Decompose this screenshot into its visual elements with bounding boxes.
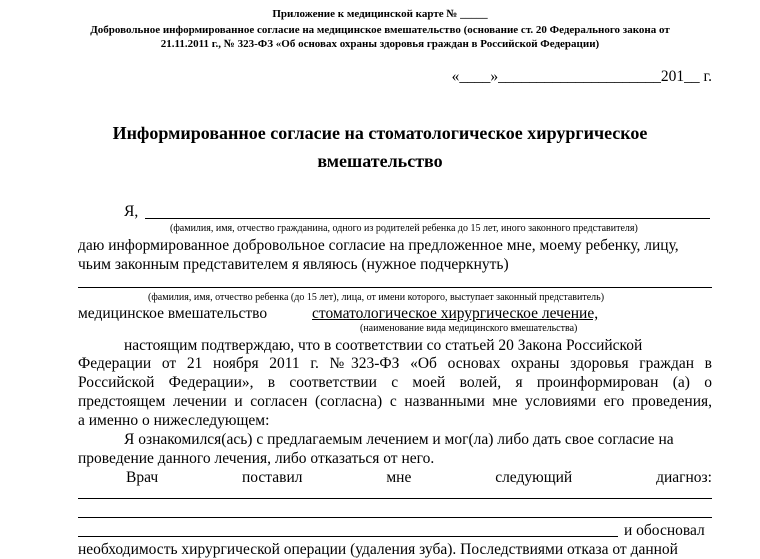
paragraph-1-line-5: а именно о нижеследующем: [78, 412, 270, 429]
paragraph-1-line-2: Федерации от 21 ноября 2011 г. №323-ФЗ «Об основах охраны здоровья граждан в [78, 355, 712, 372]
diagnosis-word: поставил [242, 469, 303, 486]
child-name-line[interactable] [78, 287, 712, 288]
paragraph-2-line-2: проведение данного лечения, либо отказаться от него. [78, 450, 435, 467]
header-line-3: 21.11.2011 г., № 323-ФЗ «Об основах охраны здоровья граждан в Российской Федерации) [160, 38, 600, 50]
diagnosis-line-1[interactable] [78, 498, 712, 499]
justified-suffix: и обосновал [624, 522, 705, 539]
child-name-hint: (фамилия, имя, отчество ребенка (до 15 лет), лица, от имени которого, выступает законный представитель) [148, 292, 605, 303]
document-title-line-1: Информированное согласие на стоматологическое хирургическое [112, 123, 648, 143]
i-prefix: Я, [124, 203, 139, 220]
paragraph-2-line-1: Я ознакомился(ась) с предлагаемым лечением и мог(ла) либо дать свое согласие на [124, 431, 674, 448]
paragraph-1-line-3: Российской Федерации», в соответствии с моей волей, я проинформирован (а) о [78, 374, 712, 391]
consent-line-1: даю информированное добровольное согласие на предложенное мне, моему ребенку, лицу, [78, 237, 679, 254]
diagnosis-row [126, 469, 712, 487]
date-line: «____»_____________________201__ г. [451, 68, 712, 85]
intervention-hint: (наименование вида медицинского вмешательства) [360, 323, 578, 334]
diagnosis-line-3[interactable] [78, 536, 618, 537]
patient-name-line[interactable] [145, 218, 710, 219]
last-line: необходимость хирургической операции (удаления зуба). Последствиями отказа от данной [78, 541, 678, 558]
diagnosis-word: Врач [126, 469, 159, 486]
consent-line-2: чьим законным представителем я являюсь (нужное подчеркнуть) [78, 256, 509, 273]
paragraph-1-line-4: предстоящем лечении и согласен (согласна) с названными мне условиями его проведения, [78, 393, 712, 410]
patient-name-hint: (фамилия, имя, отчество гражданина, одного из родителей ребенка до 15 лет, иного законного представителя) [170, 223, 638, 234]
diagnosis-line-2[interactable] [78, 517, 712, 518]
intervention-value: стоматологическое хирургическое лечение, [312, 305, 599, 322]
paragraph-1-line-1: настоящим подтверждаю, что в соответствии со статьей 20 Закона Российской [124, 337, 643, 354]
diagnosis-word: диагноз: [656, 469, 712, 486]
header-line-2: Добровольное информированное согласие на медицинское вмешательство (основание ст. 20 Федерального закона от [90, 24, 670, 36]
diagnosis-word: мне [386, 469, 412, 486]
header-line-1: Приложение к медицинской карте № _____ [272, 8, 488, 20]
diagnosis-word: следующий [495, 469, 573, 486]
document-title-line-2: вмешательство [317, 151, 443, 171]
intervention-label: медицинское вмешательство [78, 305, 268, 322]
